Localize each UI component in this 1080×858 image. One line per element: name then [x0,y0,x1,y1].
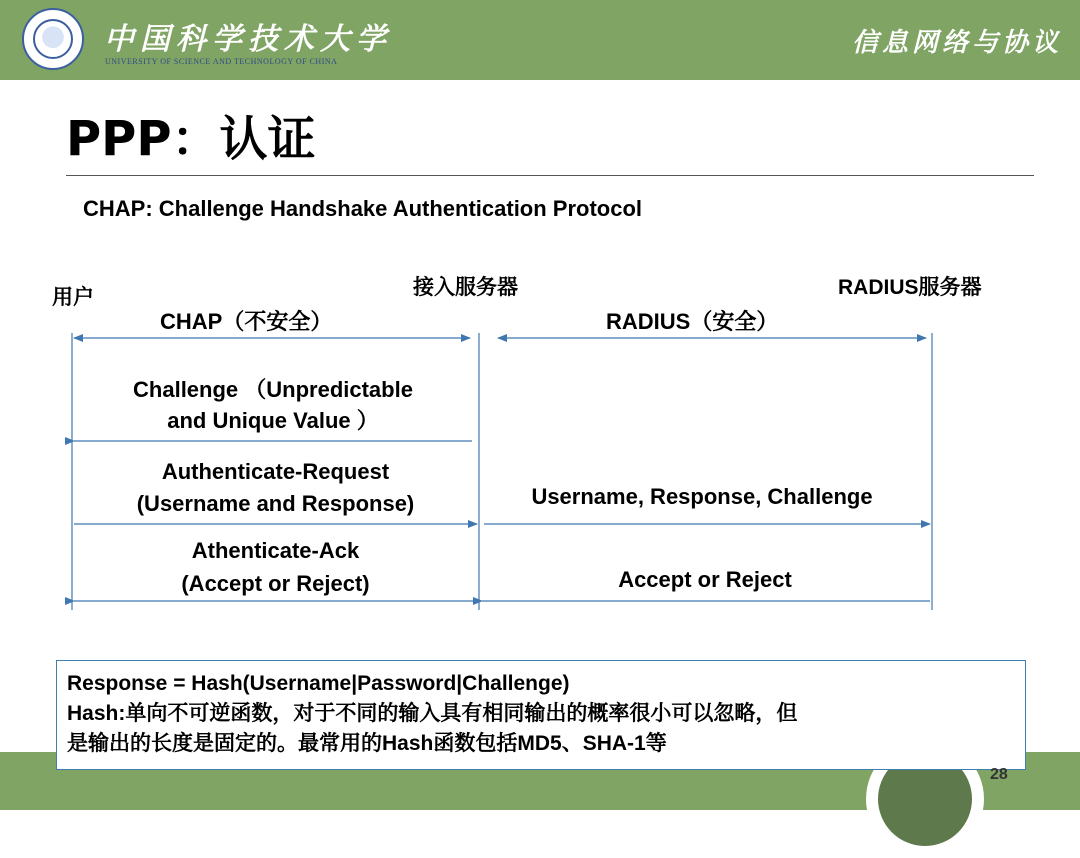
note-box [56,660,1026,770]
auth-request-label [72,456,479,520]
challenge-label [72,374,474,436]
note-line-2: Hash:单向不可逆函数，对于不同的输入具有相同输出的概率很小可以忽略，但 [67,702,798,725]
challenge-label-line1: Challenge （Unpredictable [133,377,413,402]
entity-user: 用户 [52,286,94,309]
auth-request-label-line2: (Username and Response) [136,491,415,516]
ack-label-line1: Athenticate-Ack [191,538,360,563]
auth-request-label-line1: Authenticate-Request [161,459,390,484]
ack-label [72,534,479,600]
slide-subtitle: CHAP: Challenge Handshake Authentication Protocol [83,196,643,221]
page-number: 28 [990,766,1008,783]
segment-radius: RADIUS（安全） [606,309,779,334]
note-line-1: Response = Hash(Username|Password|Challenge) [67,672,570,695]
course-name: 信息网络与协议 [851,28,1062,58]
note-line-3: 是输出的长度是固定的。最常用的Hash函数包括MD5、SHA-1等 [67,732,667,755]
school-name-en: UNIVERSITY OF SCIENCE AND TECHNOLOGY OF CHINA [105,57,338,66]
slide-title: PPP：认证 [66,111,316,167]
forward-to-radius-label: Username, Response, Challenge [531,484,873,509]
school-name: 中国科学技术大学 [104,22,392,57]
ack-label-line2: (Accept or Reject) [181,571,370,596]
entity-radius-server: RADIUS服务器 [838,276,982,299]
entity-nas: 接入服务器 [413,276,518,299]
segment-chap: CHAP（不安全） [160,309,333,334]
challenge-label-line2: and Unique Value ） [167,408,379,433]
radius-reply-label: Accept or Reject [618,567,792,592]
